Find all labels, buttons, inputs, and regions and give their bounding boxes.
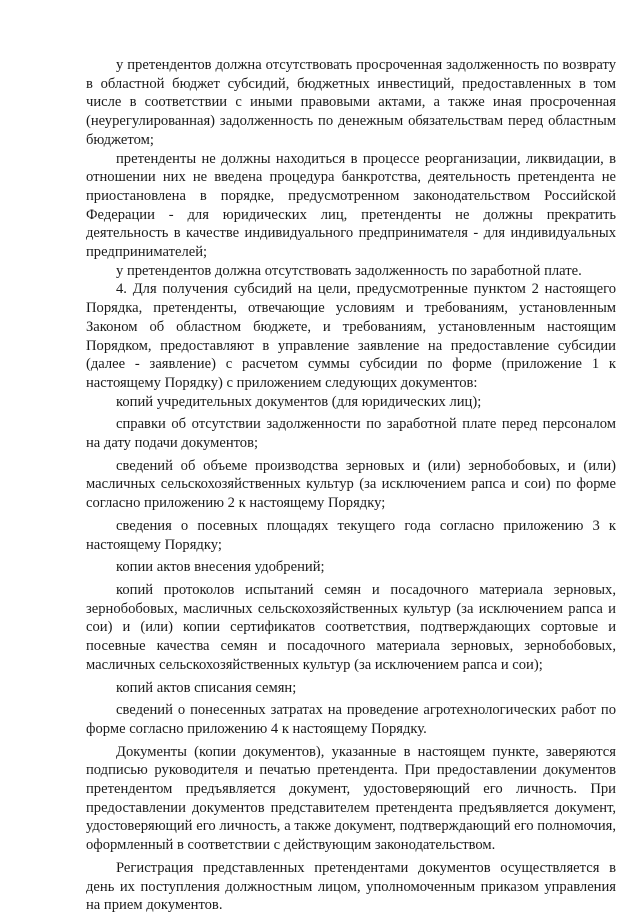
paragraph-reorganization: претенденты не должны находиться в процессе реорганизации, ликвидации, в отношении них не введена процедура банкротства, деятельность претендента не приостановлена в порядке, предусмотренном законодательством Российской Федерации - для юридических лиц, претенденты не должны прекратить деятельность в качестве индивидуального предпринимателя - для индивидуальных предпринимателей;	[86, 150, 616, 261]
paragraph-overdue-debt: у претендентов должна отсутствовать просроченная задолженность по возврату в областной бюджет субсидий, бюджетных инвестиций, предоставленных в том числе в соответствии с иными правовыми актами, а также иная просроченная (неурегулированная) задолженность по денежным обязательствам перед областным бюджетом;	[86, 57, 616, 148]
list-item-salary-certificate: справки об отсутствии задолженности по заработной плате перед персоналом на дату подачи документов;	[86, 416, 616, 452]
list-item-seed-writeoff: копий актов списания семян;	[116, 679, 297, 696]
document-page	[86, 56, 616, 919]
paragraph-salary-debt: у претендентов должна отсутствовать задолженность по заработной плате.	[116, 262, 582, 279]
paragraph-item-4: 4. Для получения субсидий на цели, предусмотренные пунктом 2 настоящего Порядка, претенденты, отвечающие условиям и требованиям, установленным Законом об областном бюджете, и требованиям, установленным настоящим Порядком, предоставляют в управление заявление на предоставление субсидии (далее - заявление) с расчетом суммы субсидии по форме (приложение 1 к настоящему Порядку) с приложением следующих документов:	[86, 281, 616, 391]
list-item-charter-copies: копий учредительных документов (для юридических лиц);	[116, 393, 482, 410]
paragraph-registration: Регистрация представленных претендентами документов осуществляется в день их поступления должностным лицом, уполномоченным приказом управления на прием документов.	[86, 859, 616, 914]
paragraph-document-certification: Документы (копии документов), указанные в настоящем пункте, заверяются подписью руководителя и печатью претендента. При предоставлении документов претендентом предъявляется документ, удостоверяющий его личность. При предоставлении документов представителем претендента предъявляется документ, удостоверяющий его личность, а также документ, подтверждающий его полномочия, оформленный в соответствии с действующим законодательством.	[86, 743, 616, 854]
list-item-sown-areas: сведения о посевных площадях текущего года согласно приложению 3 к настоящему Порядку;	[86, 517, 616, 553]
list-item-seed-protocols: копий протоколов испытаний семян и посадочного материала зерновых, зернобобовых, масличных сельскохозяйственных культур (за исключением рапса и сои) и (или) копии сертификатов соответствия, подтверждающих сортовые и посевные качества семян и посадочного материала зерновых, зернобобовых, масличных сельскохозяйственных культур (за исключением рапса и сои);	[86, 581, 616, 673]
list-item-fertilizer-acts: копии актов внесения удобрений;	[116, 559, 325, 576]
list-item-agrotech-costs: сведений о понесенных затратах на проведение агротехнологических работ по форме согласно приложению 4 к настоящему Порядку.	[86, 702, 616, 737]
list-item-production-volume: сведений об объеме производства зерновых и (или) зернобобовых, и (или) масличных сельскохозяйственных культур (за исключением рапса и сои) по форме согласно приложению 2 к настоящему Порядку;	[86, 457, 616, 512]
